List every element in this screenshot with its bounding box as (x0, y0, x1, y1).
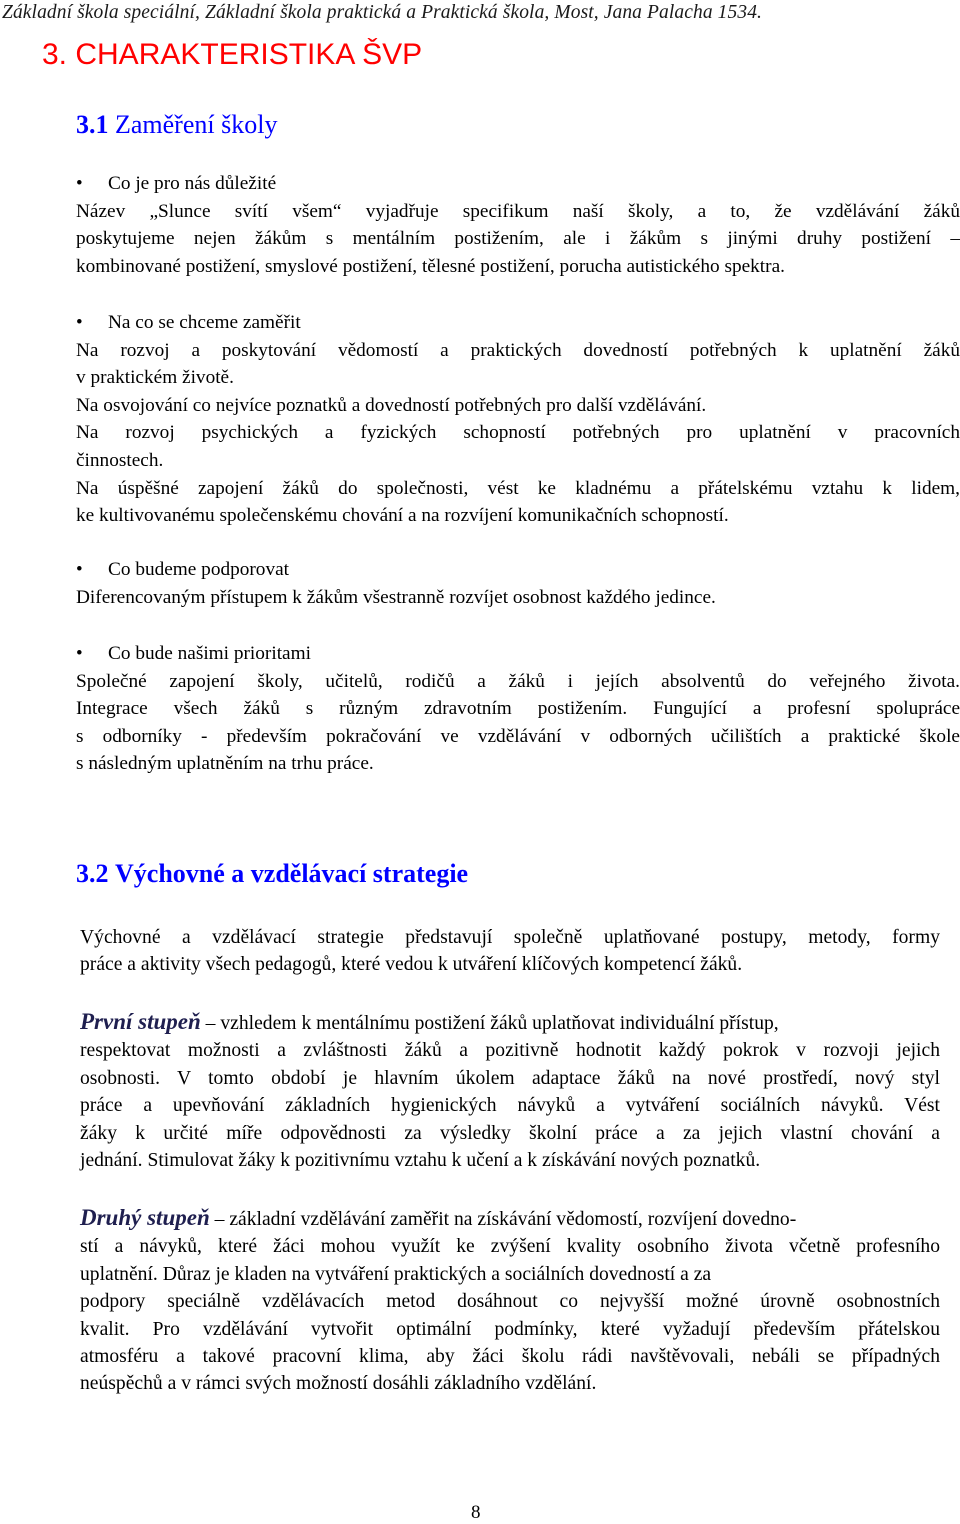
paragraph-line (80, 1204, 940, 1233)
stage-lead-text: – základní vzdělávání zaměřit na získávání vědomostí, rozvíjení dovedno- (209, 1209, 797, 1230)
stage-label: Druhý stupeň (80, 1205, 210, 1230)
bullet-block-focus (76, 309, 960, 530)
paragraph-line: stí a návyků, které žáci mohou využít ke zvýšení kvality osobního života včetně profesního (80, 1236, 940, 1258)
bullet-icon: • (76, 173, 83, 194)
bullet-heading-text: Co je pro nás důležité (108, 173, 277, 194)
page-number: 8 (471, 1502, 481, 1523)
paragraph-line: Výchovné a vzdělávací strategie představují společně uplatňované postupy, metody, formy (80, 927, 940, 948)
paragraph-line: s následným uplatněním na trhu práce. (76, 753, 374, 775)
bullet-heading-text: Na co se chceme zaměřit (108, 312, 301, 333)
section-number: 3.1 (76, 110, 109, 139)
chapter-title: 3. CHARAKTERISTIKA ŠVP (42, 38, 423, 71)
paragraph-line: uplatnění. Důraz je kladen na vytváření praktických a sociálních dovedností a za (80, 1263, 712, 1285)
stage-lead-text: – vzhledem k mentálnímu postižení žáků uplatňovat individuální přístup, (200, 1013, 779, 1034)
paragraph-line: kombinované postižení, smyslové postižení, tělesné postižení, porucha autistického spektra. (76, 255, 785, 277)
bullet-icon: • (76, 643, 83, 664)
paragraph-line: osobnosti. V tomto období je hlavním úkolem adaptace žáků na nové prostředí, nový styl (80, 1067, 940, 1089)
paragraph-line: ke kultivovanému společenskému chování a na rozvíjení komunikačních schopností. (76, 505, 729, 527)
paragraph-line: v praktickém životě. (76, 367, 234, 389)
section-heading-3-2 (76, 859, 468, 889)
paragraph-line: respektovat možnosti a zvláštnosti žáků a pozitivně hodnotit každý pokrok v rozvoji jejich (80, 1040, 940, 1062)
bullet-icon: • (76, 312, 83, 333)
bullet-heading (76, 640, 960, 668)
bullet-block-important (76, 170, 960, 280)
paragraph-line: Na osvojování co nejvíce poznatků a dovedností potřebných pro další vzdělávání. (76, 394, 707, 416)
section-title: Zaměření školy (115, 110, 278, 139)
running-header: Základní škola speciální, Základní škola praktická a Praktická škola, Most, Jana Palacha 1534. (2, 2, 763, 23)
paragraph-line: neúspěchů a v rámci svých možností dosáhli základního vzdělání. (80, 1373, 597, 1395)
paragraph-line: Integrace všech žáků s různým zdravotním postižením. Fungující a profesní spolupráce (76, 698, 960, 720)
bullet-block-support (76, 556, 960, 611)
paragraph-line: poskytujeme nejen žákům s mentálním postižením, ale i žákům s jinými druhy postižení – (76, 228, 960, 250)
paragraph-line: kvalit. Pro vzdělávání vytvořit optimální podmínky, které vyžadují především přátelskou (80, 1318, 940, 1340)
second-stage-paragraph (80, 1204, 940, 1398)
bullet-heading-text: Co bude našimi prioritami (108, 643, 311, 664)
paragraph-line (80, 1008, 940, 1037)
bullet-block-priorities (76, 640, 960, 778)
paragraph-line: Název „Slunce svítí všem“ vyjadřuje specifikum naší školy, a to, že vzdělávání žáků (76, 200, 960, 222)
paragraph-line: žáky k určité míře odpovědnosti za výsledky školní práce a za jejich vlastní chování a (80, 1122, 940, 1144)
intro-paragraph (80, 924, 940, 979)
paragraph-line: Diferencovaným přístupem k žákům všestranně rozvíjet osobnost každého jedince. (76, 586, 716, 608)
first-stage-paragraph (80, 1008, 940, 1174)
paragraph-line: práce a upevňování základních hygienických návyků a vytváření sociálních návyků. Vést (80, 1095, 940, 1117)
paragraph-line: Na úspěšné zapojení žáků do společnosti, vést ke kladnému a přátelskému vztahu k lidem, (76, 477, 960, 499)
paragraph-line: Společné zapojení školy, učitelů, rodičů a žáků i jejích absolventů do veřejného života. (76, 670, 960, 692)
section-title: Výchovné a vzdělávací strategie (115, 859, 469, 888)
paragraph-line: s odborníky - především pokračování ve vzdělávání v odborných učilištích a praktické škole (76, 725, 960, 747)
section-heading-3-1 (76, 110, 277, 140)
paragraph-line: jednání. Stimulovat žáky k pozitivnímu vztahu k učení a k získávání nových poznatků. (80, 1150, 761, 1172)
paragraph-line: činnostech. (76, 449, 164, 471)
section-number: 3.2 (76, 859, 109, 888)
bullet-heading (76, 556, 960, 584)
paragraph-line: Na rozvoj a poskytování vědomostí a praktických dovedností potřebných k uplatnění žáků (76, 339, 960, 361)
paragraph-line: atmosféru a takové pracovní klima, aby žáci školu rádi navštěvovali, nebáli se případných (80, 1346, 940, 1368)
paragraph-line: práce a aktivity všech pedagogů, které vedou k utváření klíčových kompetencí žáků. (80, 954, 743, 976)
bullet-heading (76, 309, 960, 337)
bullet-heading (76, 170, 960, 198)
stage-label: První stupeň (80, 1009, 201, 1034)
bullet-heading-text: Co budeme podporovat (108, 559, 289, 580)
bullet-icon: • (76, 559, 83, 580)
paragraph-line: Na rozvoj psychických a fyzických schopností potřebných pro uplatnění v pracovních (76, 422, 960, 444)
paragraph-line: podpory speciálně vzdělávacích metod dosáhnout co nejvyšší možné úrovně osobnostních (80, 1291, 940, 1313)
